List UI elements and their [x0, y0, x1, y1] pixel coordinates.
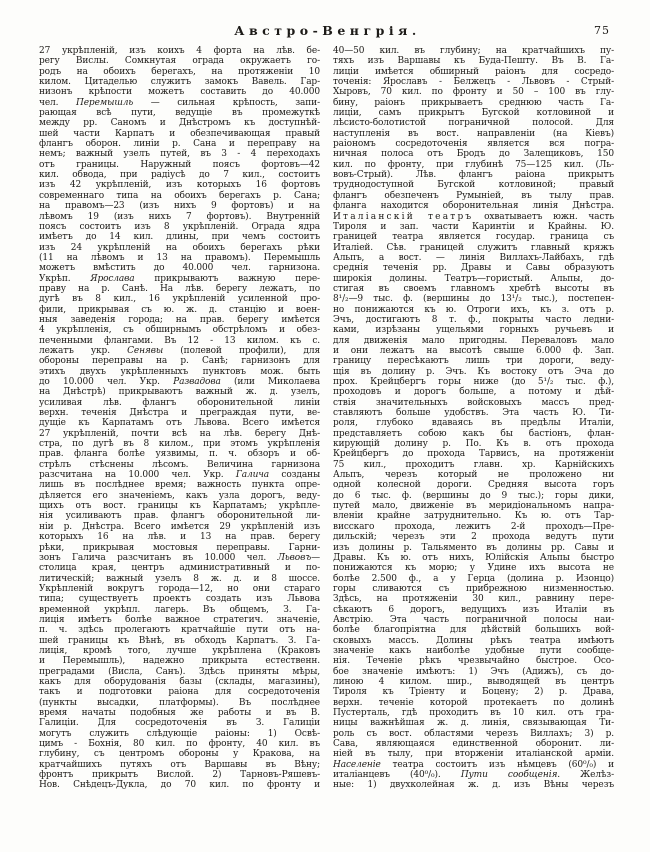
text-line: и Перемышль), надежно прикрыта естественн. [39, 656, 320, 667]
text-line: стигая въ своемъ главномъ хребтѣ высоты въ [333, 283, 614, 294]
text-line: Укрѣпленій вокругъ города—12, но они стараго [39, 583, 320, 594]
text-line: отъ границы. Наружный поясъ фортовъ—42 [39, 159, 320, 170]
text-line: разсчитана на 10.000 чел. Укр. Галича созданы [39, 470, 320, 481]
text-line: италіанцевъ (40⁰/₀). Пути сообщенія. Желѣз- [333, 770, 614, 781]
text-line: обороны переправы на р. Санѣ; гарнизонъ для [39, 356, 320, 367]
text-line: на Днѣстрѣ) прикрываютъ важный ж. д. узелъ, [39, 387, 320, 398]
text-line: Сава, являющаяся единственной оборонит. ли- [333, 739, 614, 750]
text-line: рѣки, прикрывая мостовыя переправы. Гарни- [39, 542, 320, 553]
text-line: имѣетъ до 14 кил. длины, при чемъ состоитъ [39, 232, 320, 243]
text-line: п. ч. здѣсь пролегаютъ кратчайшіе пути отъ на- [39, 625, 320, 636]
text-line: лишь въ послѣднее время; важность пункта опре- [39, 480, 320, 491]
text-line: временной укрѣпл. лагерь. Въ общемъ, З. Га- [39, 604, 320, 615]
text-line: печенными флангами. Въ 12 - 13 килом. къ с. [39, 335, 320, 346]
text-line: глубину, съ центромъ обороны у Кракова, на [39, 749, 320, 760]
text-line: какъ для оборудованія базы (склады, магазины), [39, 676, 320, 687]
text-line: Дравы. Къ ю. отъ нихъ, Юлійскія Альпы быстро [333, 552, 614, 563]
text-line: ками, изрѣзаны ущельями горныхъ ручьевъ и [333, 325, 614, 336]
text-line: проходовъ и дорогъ больше, а потому и дѣй- [333, 387, 614, 398]
text-line: одной колесной дороги. Средняя высота горъ [333, 480, 614, 491]
text-line: родъ на обоихъ берегахъ, на протяженіи 10 [39, 66, 320, 77]
text-line: наступленія въ вост. направленіи (на Кіевъ) [333, 128, 614, 139]
text-line: понижаются къ морю; у Удине ихъ высота не [333, 563, 614, 574]
text-line: Нов. Снѣдецъ-Дукла, до 70 кил. по фронту и [39, 780, 320, 791]
text-line: кил. по фронту, при глубинѣ 75—125 кил. (Ль- [333, 159, 614, 170]
text-line: дильскій; черезъ эти 2 прохода ведутъ пути [333, 532, 614, 543]
text-line: щія въ долину р. Эчъ. Къ востоку отъ Эча до [333, 366, 614, 377]
text-line: такъ и подготовки раіона для сосредоточенія [39, 687, 320, 698]
text-line: значеніе какъ наиболѣе удобные пути сообще- [333, 645, 614, 656]
page-number: 75 [594, 24, 610, 37]
text-line: бину, раіонъ прикрываетъ среднюю часть Га- [333, 97, 614, 108]
text-line: Пустерталь, гдѣ проходитъ въ 10 кил. отъ гра- [333, 708, 614, 718]
text-line: рающая всѣ пути, ведущіе въ промежуткѣ [39, 108, 320, 119]
text-line: поясъ состоитъ изъ 8 укрѣпленій. Ограда ядра [39, 221, 320, 232]
text-line: лиція, кромѣ того, лучше укрѣплена (Краковъ [39, 645, 320, 656]
text-line: дущіе къ Карпатамъ отъ Львова. Всего имѣется [39, 418, 320, 429]
text-line: точенія: Ярославъ - Белжецъ - Львовъ - Стрый- [333, 77, 614, 88]
text-line: Тироля и зап. части Каринтіи и Крайны. Ю. [333, 221, 614, 232]
text-line: шей границы къ Вѣнѣ, въ обходъ Карпатъ. З. Га- [39, 635, 320, 646]
text-line: ныя заведенія города; на прав. берегу имѣется [39, 314, 320, 325]
text-line: лѣвомъ 19 (изъ нихъ 7 фортовъ). Внутренній [39, 211, 320, 222]
text-line: столица края, центръ административный и по- [39, 563, 320, 574]
text-line: регу Вислы. Сомкнутая ограда окружаетъ го- [39, 56, 320, 67]
text-line: линою 4 килом. шир., выводящей въ центръ [333, 676, 614, 687]
text-line: широкія долины. Театръ—гористый. Альпы, до- [333, 273, 614, 284]
text-line: цимъ - Бохнія, 80 кил. по фронту, 40 кил. въ [39, 739, 320, 750]
text-line: (пункты высадки, платформы). Въ послѣднее [39, 697, 320, 708]
text-line: кил. обвода, при радіусѣ до 7 кил., состоитъ [39, 170, 320, 181]
text-line: Италіей. Сѣв. границей служитъ главный кряжъ [333, 242, 614, 253]
text-line: границей театра является государ. граница съ [333, 232, 614, 243]
text-line: усиливая лѣв. флангъ оборонительной линіи [39, 397, 320, 408]
text-line: прох. Крейцбергъ горы ниже (до 5¹/₂ тыс. ф.), [333, 377, 614, 387]
text-line: флангъ оборон. линіи р. Сана и переправу на [39, 139, 320, 150]
text-line: болѣе благопріятна для дѣйствій большихъ вой- [333, 625, 614, 636]
text-line: ставляютъ больше удобствъ. Эта часть Ю. Ти- [333, 408, 614, 419]
text-line: для движенія мало пригодны. Переваловъ мало [333, 335, 614, 346]
text-line: верхн. теченія Днѣстра и преграждая пути, ве- [39, 408, 320, 419]
text-line: Населеніе театра состоитъ изъ нѣмцевъ (60⁰/₀) и [333, 759, 614, 770]
text-line: путей мало, движеніе въ меридіональномъ напра- [333, 501, 614, 512]
text-line: ницы важнѣйшая ж. д. линія, связывающая Ти- [333, 718, 614, 729]
text-line: Альпъ, черезъ который не проложено ни [333, 470, 614, 481]
text-line: стра, по дугѣ въ 8 килом., при этомъ укрѣпленія [39, 439, 320, 450]
text-line: лежатъ укр. Сенявы (полевой профили), для [39, 345, 320, 356]
text-line: Галиціи. Для сосредоточенія въ З. Галиціи [39, 718, 320, 729]
text-line: Здѣсь, на протяженіи 30 кил., равнину пере- [333, 594, 614, 605]
text-line: верхн. теченіе которой протекаетъ по долинѣ [333, 697, 614, 708]
text-line: этихъ двухъ укрѣпленныхъ пунктовъ мож. быть [39, 366, 320, 377]
text-line: кирующій долину р. По. Къ в. отъ прохода [333, 439, 614, 450]
text-line: но понижаются къ ю. Отроги ихъ, къ з. отъ р. [333, 304, 614, 315]
text-line: килом. Цитаделью служитъ замокъ Вавель. Гар- [39, 77, 320, 88]
left-column [39, 46, 320, 791]
text-line: современнаго типа на обоихъ берегахъ р. Сана; [39, 190, 320, 201]
text-line: зонъ Галича разсчитанъ въ 10.000 чел. Львовъ— [39, 552, 320, 563]
text-line: болѣе 2.500 ф., а у Герца (долина р. Изонцо) [333, 573, 614, 584]
text-line: чел. Перемышль — сильная крѣпость, запи- [39, 97, 320, 108]
text-line: низонъ крѣпости можетъ составить до 40.000 [39, 87, 320, 98]
text-line: лѣсисто-болотистой пограничной полосой. Для [333, 118, 614, 129]
text-line: роль съ вост. областями черезъ Виллахъ; 3) р. [333, 728, 614, 739]
text-line: ніей въ тылу, при вторженіи италіанской арміи. [333, 749, 614, 760]
text-line: (11 на лѣвомъ и 13 на правомъ). Перемышль [39, 252, 320, 263]
text-line: кратчайшихъ путяхъ отъ Варшавы въ Вѣну; [39, 759, 320, 770]
text-line: Крейцбергъ до прохода Тарвисъ, на протяженіи [333, 449, 614, 460]
text-line: 27 укрѣпленій, почти всѣ на лѣв. берегу Днѣ- [39, 428, 320, 439]
text-line: немъ; важный узелъ путей, въ 3 - 4 переходахъ [39, 149, 320, 160]
text-line: представляетъ собою какъ бы бастіонъ, флан- [333, 428, 614, 439]
text-line: лиціи имѣется обширный раіонъ для сосредо- [333, 66, 614, 77]
text-line: 4 укрѣпленія, съ обширнымъ обстрѣломъ и обез- [39, 325, 320, 336]
text-line: до 10.000 чел. Укр. Развадова (или Миколаева [39, 377, 320, 387]
text-line: 27 укрѣпленій, изъ коихъ 4 форта на лѣв. бе- [39, 46, 320, 56]
text-line: 40—50 кил. въ глубину; на кратчайшихъ пу- [333, 46, 614, 56]
text-line: щихъ отъ вост. границы къ Карпатамъ; укрѣпле- [39, 501, 320, 512]
text-line: Эчъ, достигаютъ 8 т. ф., покрыты часто ледни- [333, 314, 614, 325]
text-line: роля, глубоко вдаваясь въ предѣлы Италіи, [333, 418, 614, 429]
text-line: ные: 1) двухколейная ж. д. изъ Вѣны черезъ [333, 780, 614, 791]
text-columns [39, 46, 614, 791]
text-line: могутъ служить слѣдующіе раіоны: 1) Освѣ- [39, 728, 320, 739]
text-line: лиціи, самъ прикрытъ Бугской котловиной и [333, 108, 614, 119]
text-line: Италіанскій театръ охватываетъ южн. часть [333, 211, 614, 222]
text-line: лиція имѣетъ болѣе важное стратегич. значеніе, [39, 614, 320, 625]
text-line: ствія значительныхъ войсковыхъ массъ пред- [333, 397, 614, 408]
page-header [39, 23, 616, 40]
text-line: изъ 42 укрѣпленій, изъ которыхъ 16 фортовъ [39, 180, 320, 191]
text-line: прав. фланга болѣе уязвимы, п. ч. обзоръ и об- [39, 449, 320, 460]
text-line: нія усиливаютъ прав. флангъ оборонительной ли- [39, 511, 320, 522]
text-line: между рр. Саномъ и Днѣстромъ къ доступнѣй- [39, 118, 320, 129]
text-line: литическій; важный узелъ 8 ж. д. и 8 шоссе. [39, 573, 320, 584]
text-line: фланга находится оборонительная линія Днѣстра. [333, 201, 614, 212]
text-line: сѣкаютъ 6 дорогъ, ведущихъ изъ Италіи въ [333, 604, 614, 615]
text-line: которыхъ 16 на лѣв. и 13 на прав. берегу [39, 532, 320, 543]
text-line: можетъ вмѣстить до 40.000 чел. гарнизона. [39, 263, 320, 274]
text-line: Тироля къ Тріенту и Боцену; 2) р. Драва, [333, 687, 614, 698]
running-title: Австро-Венгрія. [234, 23, 421, 38]
text-line: до 6 тыс. ф. (вершины до 9 тыс.); горы дики, [333, 490, 614, 501]
text-line: нія. Теченіе рѣкъ чрезвычайно быстрое. Осо- [333, 656, 614, 667]
text-line: границу пересѣкаютъ лишь три дороги, веду- [333, 356, 614, 367]
text-line: раіономъ сосредоточенія является вся погра- [333, 139, 614, 150]
text-line: дугѣ въ 8 кил., 16 укрѣпленій усиленной про- [39, 294, 320, 305]
text-line: дѣляется его значеніемъ, какъ узла дорогъ, веду- [39, 490, 320, 501]
text-line: бое значеніе имѣютъ: 1) Эчъ (Адижъ), съ до- [333, 666, 614, 677]
text-line: фронтъ прикрытъ Вислой. 2) Тарновъ-Ряшевъ- [39, 770, 320, 781]
text-line: шей части Карпатъ и обезпечивающая правый [39, 128, 320, 139]
text-line: преградами (Висла, Санъ). Здѣсь приняты мѣры, [39, 666, 320, 677]
text-line: Укрѣп. Ярослава прикрываютъ важную пере- [39, 273, 320, 284]
text-line: труднодоступной Бугской котловиной; правый [333, 180, 614, 191]
text-line: время начаты подобныя же работы и въ В. [39, 708, 320, 718]
text-line: вовъ-Стрый). Лѣв. флангъ раіона прикрытъ [333, 170, 614, 181]
text-line: изъ 24 укрѣпленій на обоихъ берегахъ рѣки [39, 242, 320, 253]
text-line: на правомъ—23 (изъ нихъ 9 фортовъ) и на [39, 201, 320, 212]
text-line: тяхъ изъ Варшавы къ Буда-Пешту. Въ В. Га- [333, 56, 614, 67]
text-line: сковыхъ массъ. Долины рѣкъ театра имѣютъ [333, 635, 614, 646]
text-line: типа; существуетъ проектъ создать изъ Львова [39, 594, 320, 605]
right-column [333, 46, 614, 791]
text-line: изъ долины р. Тальяменто въ долины рр. Савы и [333, 542, 614, 553]
text-line: Австрію. Эта часть пограничной полосы наи- [333, 614, 614, 625]
text-line: праву на р. Санѣ. На лѣв. берегу лежатъ, по [39, 283, 320, 294]
text-line: ничная полоса отъ Бродъ до Залещиковъ, 150 [333, 149, 614, 160]
text-line: 75 кил., проходитъ главн. хр. Карнійскихъ [333, 459, 614, 470]
text-line: висскаго прохода, лежитъ 2-й проходъ—Пре- [333, 521, 614, 532]
text-line: флангъ обезпеченъ Румыніей, въ тылу прав. [333, 190, 614, 201]
text-line: вленіи крайне затруднительно. Къ ю. отъ Тар- [333, 511, 614, 522]
text-line: горы сливаются съ прибрежною низменностью. [333, 583, 614, 594]
text-line: стрѣлъ стѣснены лѣсомъ. Величина гарнизона [39, 459, 320, 470]
text-line: Альпъ, а вост. — линія Виллахъ-Лайбахъ, гдѣ [333, 252, 614, 263]
text-line: 8¹/₂—9 тыс. ф. (вершины до 13¹/₂ тыс.), постепен- [333, 294, 614, 305]
text-line: и они лежатъ на высотѣ свыше 6.000 ф. Зап. [333, 345, 614, 356]
text-line: Хыровъ, 70 кил. по фронту и 50 – 100 въ глу- [333, 87, 614, 98]
text-line: фили, прикрывая съ ю. ж. д. станцію и воен- [39, 304, 320, 315]
text-line: ніи р. Днѣстра. Всего имѣется 29 укрѣпленій изъ [39, 521, 320, 532]
text-line: среднія теченія рр. Дравы и Савы образуютъ [333, 263, 614, 274]
